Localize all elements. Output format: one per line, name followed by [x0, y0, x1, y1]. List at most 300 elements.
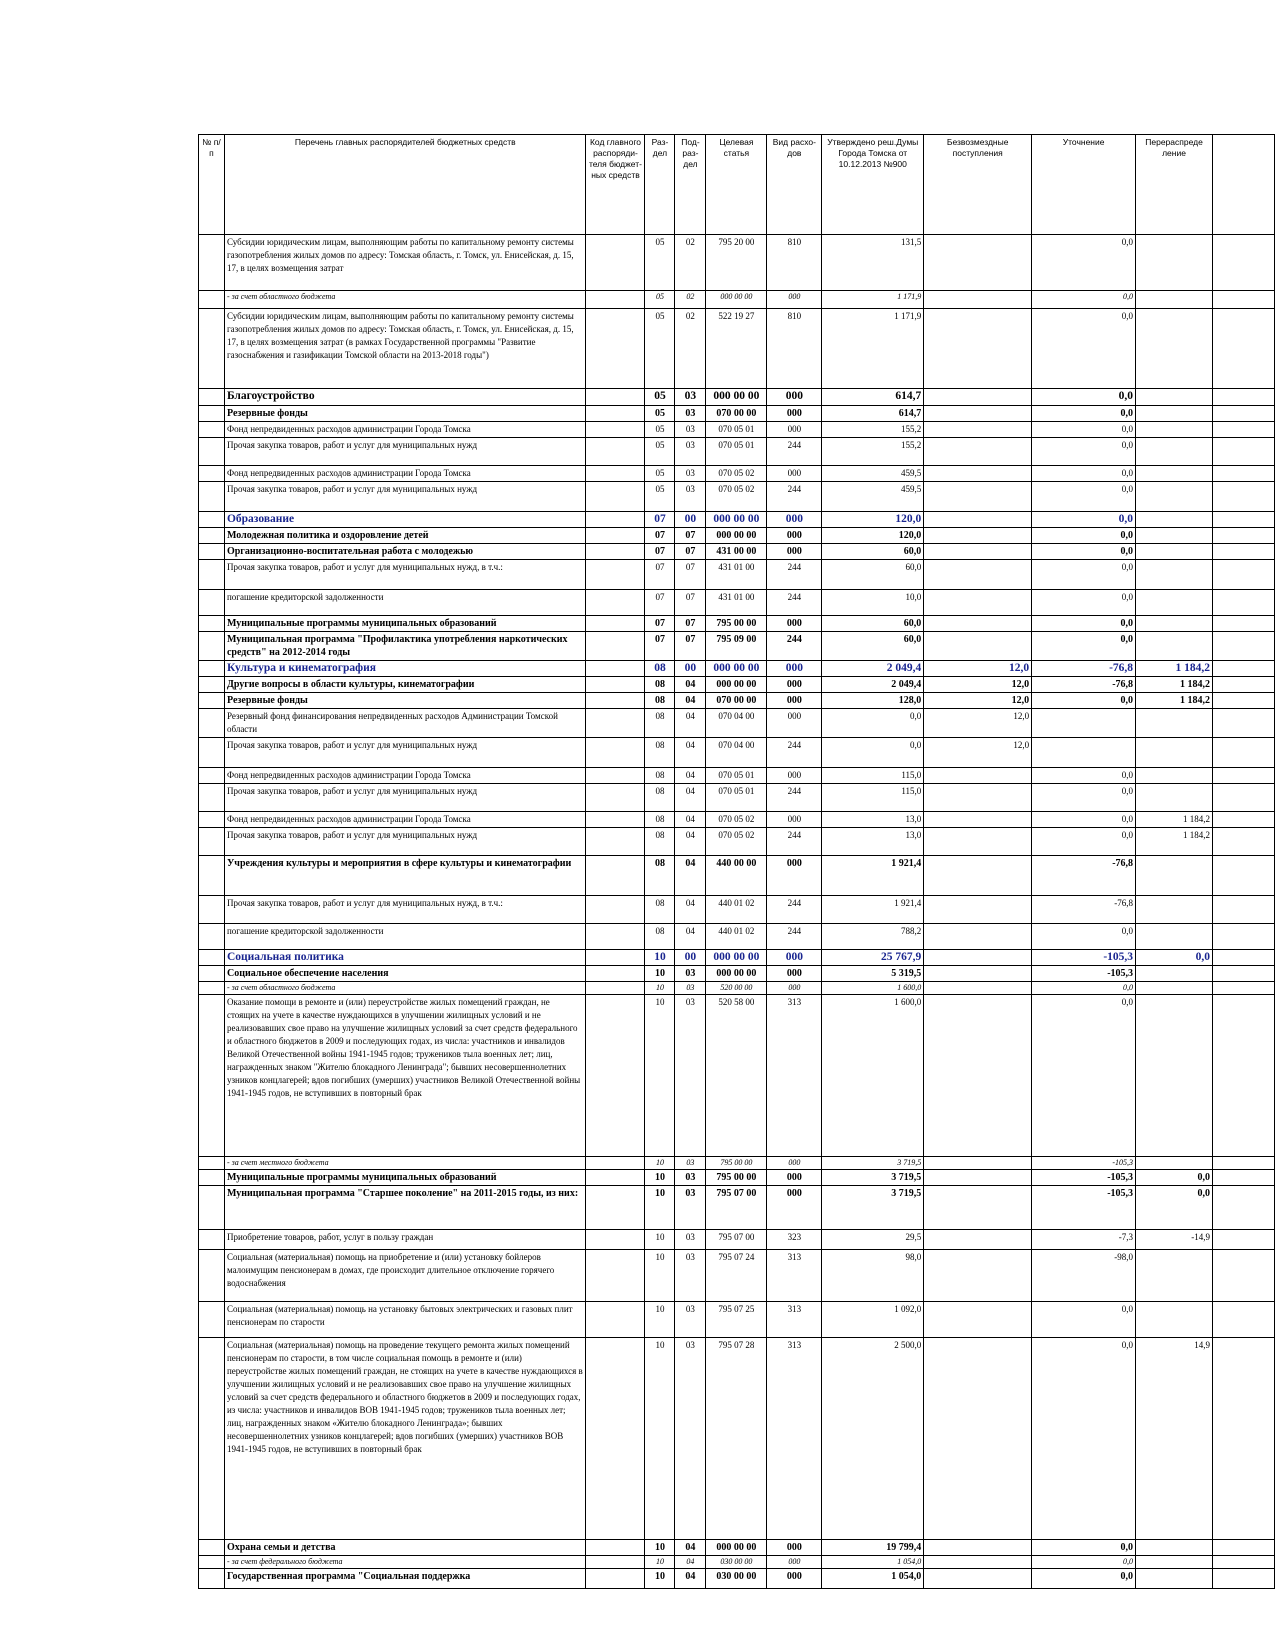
row-expense-type: 323	[767, 1230, 822, 1250]
row-code	[586, 896, 645, 924]
row-refinement: 0,0	[1032, 632, 1136, 661]
row-redistribution	[1136, 235, 1213, 291]
row-redistribution: 14,9	[1136, 1338, 1213, 1540]
row-refinement: -105,3	[1032, 1157, 1136, 1170]
row-podrazdel: 02	[675, 235, 706, 291]
table-row	[199, 896, 1275, 924]
row-name: - за счет федерального бюджета	[224, 1556, 586, 1569]
row-target: 030 00 00	[706, 1556, 767, 1569]
table-row	[199, 544, 1275, 560]
row-grants	[924, 1338, 1032, 1540]
row-approved: 1 054,0	[822, 1556, 924, 1569]
row-extra	[1213, 768, 1275, 784]
row-refinement: 0,0	[1032, 693, 1136, 709]
row-expense-type: 000	[767, 291, 822, 309]
row-redistribution: 1 184,2	[1136, 661, 1213, 677]
row-podrazdel: 07	[675, 528, 706, 544]
col-podrazdel: Под-раз-дел	[675, 135, 706, 235]
row-extra	[1213, 982, 1275, 995]
row-expense-type: 000	[767, 1540, 822, 1556]
row-name: Прочая закупка товаров, работ и услуг для муниципальных нужд	[224, 438, 586, 466]
row-podrazdel: 04	[675, 856, 706, 896]
row-target: 000 00 00	[706, 677, 767, 693]
row-expense-type: 244	[767, 924, 822, 950]
row-number	[199, 632, 225, 661]
table-row	[199, 677, 1275, 693]
row-redistribution	[1136, 966, 1213, 982]
row-extra	[1213, 950, 1275, 966]
row-name: Резервные фонды	[224, 693, 586, 709]
row-name: Молодежная политика и оздоровление детей	[224, 528, 586, 544]
row-extra	[1213, 544, 1275, 560]
row-expense-type: 000	[767, 966, 822, 982]
row-redistribution	[1136, 291, 1213, 309]
row-approved: 60,0	[822, 632, 924, 661]
row-code	[586, 438, 645, 466]
row-number	[199, 677, 225, 693]
table-row	[199, 1230, 1275, 1250]
row-grants	[924, 590, 1032, 616]
row-grants	[924, 1302, 1032, 1338]
row-name: Прочая закупка товаров, работ и услуг для муниципальных нужд	[224, 738, 586, 768]
row-expense-type: 244	[767, 784, 822, 812]
row-approved: 115,0	[822, 768, 924, 784]
row-target: 431 01 00	[706, 560, 767, 590]
row-name: Образование	[224, 512, 586, 528]
row-number	[199, 291, 225, 309]
row-number	[199, 309, 225, 389]
row-grants	[924, 466, 1032, 482]
row-expense-type: 244	[767, 438, 822, 466]
row-redistribution	[1136, 1540, 1213, 1556]
row-extra	[1213, 1157, 1275, 1170]
table-row	[199, 438, 1275, 466]
row-razdel: 10	[645, 966, 675, 982]
row-expense-type: 244	[767, 482, 822, 512]
row-grants	[924, 309, 1032, 389]
row-extra	[1213, 1230, 1275, 1250]
row-refinement: 0,0	[1032, 1540, 1136, 1556]
row-approved: 1 600,0	[822, 982, 924, 995]
row-grants: 12,0	[924, 738, 1032, 768]
row-code	[586, 1170, 645, 1186]
row-number	[199, 982, 225, 995]
table-row	[199, 406, 1275, 422]
row-razdel: 08	[645, 677, 675, 693]
row-approved: 459,5	[822, 466, 924, 482]
row-expense-type: 000	[767, 661, 822, 677]
row-target: 440 01 02	[706, 924, 767, 950]
row-name: Благоустройство	[224, 389, 586, 406]
row-approved: 1 600,0	[822, 995, 924, 1157]
row-name: Фонд непредвиденных расходов администрации Города Томска	[224, 812, 586, 828]
row-target: 520 00 00	[706, 982, 767, 995]
row-target: 795 07 28	[706, 1338, 767, 1540]
row-redistribution: 1 184,2	[1136, 828, 1213, 856]
row-redistribution: 1 184,2	[1136, 812, 1213, 828]
row-expense-type: 000	[767, 812, 822, 828]
row-extra	[1213, 995, 1275, 1157]
row-approved: 1 092,0	[822, 1302, 924, 1338]
row-approved: 2 049,4	[822, 661, 924, 677]
row-podrazdel: 07	[675, 590, 706, 616]
row-number	[199, 966, 225, 982]
row-name: Учреждения культуры и мероприятия в сфере культуры и кинематографии	[224, 856, 586, 896]
row-number	[199, 560, 225, 590]
table-row	[199, 1540, 1275, 1556]
row-expense-type: 244	[767, 590, 822, 616]
table-row	[199, 693, 1275, 709]
row-razdel: 10	[645, 950, 675, 966]
row-target: 070 05 02	[706, 482, 767, 512]
row-razdel: 10	[645, 1250, 675, 1302]
row-grants	[924, 632, 1032, 661]
row-target: 000 00 00	[706, 389, 767, 406]
row-code	[586, 982, 645, 995]
row-refinement: 0,0	[1032, 1302, 1136, 1338]
row-expense-type: 810	[767, 309, 822, 389]
row-extra	[1213, 466, 1275, 482]
row-podrazdel: 04	[675, 768, 706, 784]
row-expense-type: 000	[767, 389, 822, 406]
row-name: - за счет областного бюджета	[224, 291, 586, 309]
row-extra	[1213, 966, 1275, 982]
row-podrazdel: 04	[675, 1540, 706, 1556]
budget-table	[198, 134, 1275, 1589]
row-razdel: 05	[645, 235, 675, 291]
row-grants	[924, 1250, 1032, 1302]
row-expense-type: 000	[767, 406, 822, 422]
row-razdel: 05	[645, 309, 675, 389]
row-redistribution: 0,0	[1136, 950, 1213, 966]
table-row	[199, 966, 1275, 982]
table-row	[199, 982, 1275, 995]
col-redistribution: Перераспреде ление	[1136, 135, 1213, 235]
row-approved: 3 719,5	[822, 1157, 924, 1170]
row-approved: 98,0	[822, 1250, 924, 1302]
row-refinement: 0,0	[1032, 1556, 1136, 1569]
row-razdel: 07	[645, 528, 675, 544]
row-target: 520 58 00	[706, 995, 767, 1157]
row-expense-type: 244	[767, 560, 822, 590]
table-row	[199, 812, 1275, 828]
row-extra	[1213, 1302, 1275, 1338]
row-redistribution	[1136, 466, 1213, 482]
row-approved: 614,7	[822, 389, 924, 406]
row-target: 070 00 00	[706, 693, 767, 709]
row-number	[199, 950, 225, 966]
row-podrazdel: 04	[675, 784, 706, 812]
row-expense-type: 000	[767, 1186, 822, 1230]
row-target: 070 05 01	[706, 768, 767, 784]
row-code	[586, 389, 645, 406]
row-code	[586, 1302, 645, 1338]
row-number	[199, 709, 225, 738]
row-grants	[924, 828, 1032, 856]
row-grants	[924, 406, 1032, 422]
row-number	[199, 1170, 225, 1186]
row-extra	[1213, 512, 1275, 528]
row-name: Государственная программа "Социальная поддержка	[224, 1569, 586, 1589]
row-razdel: 10	[645, 995, 675, 1157]
row-redistribution: 0,0	[1136, 1186, 1213, 1230]
row-approved: 2 049,4	[822, 677, 924, 693]
row-grants	[924, 950, 1032, 966]
row-number	[199, 422, 225, 438]
row-code	[586, 560, 645, 590]
table-row	[199, 709, 1275, 738]
row-expense-type: 000	[767, 693, 822, 709]
row-extra	[1213, 1186, 1275, 1230]
col-target: Целевая статья	[706, 135, 767, 235]
row-grants	[924, 512, 1032, 528]
row-code	[586, 309, 645, 389]
row-razdel: 10	[645, 1338, 675, 1540]
row-code	[586, 738, 645, 768]
row-extra	[1213, 896, 1275, 924]
row-grants	[924, 438, 1032, 466]
row-grants	[924, 856, 1032, 896]
row-code	[586, 828, 645, 856]
row-redistribution: -14,9	[1136, 1230, 1213, 1250]
row-name: Социальное обеспечение населения	[224, 966, 586, 982]
table-row	[199, 924, 1275, 950]
row-grants	[924, 982, 1032, 995]
row-target: 070 05 01	[706, 784, 767, 812]
row-target: 795 00 00	[706, 616, 767, 632]
row-code	[586, 995, 645, 1157]
col-razdel: Раз-дел	[645, 135, 675, 235]
row-redistribution	[1136, 590, 1213, 616]
row-redistribution: 1 184,2	[1136, 677, 1213, 693]
row-razdel: 10	[645, 982, 675, 995]
row-refinement: -105,3	[1032, 1170, 1136, 1186]
row-podrazdel: 04	[675, 1556, 706, 1569]
row-target: 440 01 02	[706, 896, 767, 924]
row-refinement: 0,0	[1032, 982, 1136, 995]
row-podrazdel: 03	[675, 482, 706, 512]
row-razdel: 07	[645, 512, 675, 528]
row-podrazdel: 04	[675, 738, 706, 768]
row-approved: 155,2	[822, 422, 924, 438]
row-redistribution	[1136, 1250, 1213, 1302]
row-grants	[924, 389, 1032, 406]
table-row	[199, 422, 1275, 438]
row-expense-type: 244	[767, 896, 822, 924]
row-razdel: 08	[645, 709, 675, 738]
row-grants: 12,0	[924, 709, 1032, 738]
row-code	[586, 677, 645, 693]
row-approved: 788,2	[822, 924, 924, 950]
row-name: Прочая закупка товаров, работ и услуг для муниципальных нужд, в т.ч.:	[224, 560, 586, 590]
row-grants: 12,0	[924, 677, 1032, 693]
row-number	[199, 235, 225, 291]
row-approved: 13,0	[822, 828, 924, 856]
row-target: 070 05 01	[706, 438, 767, 466]
row-name: Социальная (материальная) помощь на проведение текущего ремонта жилых помещений пенсионерам по старости, в том числе социальная помощь в ремонте и (или) переустройстве жилых помещений граждан, не стоящих на учете в качестве нуждающихся в улучшении жилищных условий и не реализовавших свое право на улучшение жилищных условий за счет средств федерального и областного бюджетов в 2009 и последующих годах, из числа: участников и инвалидов ВОВ 1941-1945 годов; тружеников тыла военных лет; лиц, награжденных знаком «Жителю блокадного Ленинграда»; бывших несовершеннолетних узников концлагерей; вдов погибших (умерших) участников ВОВ 1941-1945 годов, не вступивших в повторный брак	[224, 1338, 586, 1540]
row-refinement: 0,0	[1032, 768, 1136, 784]
row-number	[199, 1338, 225, 1540]
row-redistribution	[1136, 544, 1213, 560]
row-podrazdel: 03	[675, 995, 706, 1157]
row-podrazdel: 03	[675, 1157, 706, 1170]
row-name: Резервный фонд финансирования непредвиденных расходов Администрации Томской области	[224, 709, 586, 738]
row-refinement: 0,0	[1032, 616, 1136, 632]
row-razdel: 10	[645, 1157, 675, 1170]
row-extra	[1213, 235, 1275, 291]
row-approved: 155,2	[822, 438, 924, 466]
row-redistribution	[1136, 512, 1213, 528]
row-redistribution	[1136, 924, 1213, 950]
row-extra	[1213, 438, 1275, 466]
row-razdel: 08	[645, 693, 675, 709]
row-grants	[924, 1157, 1032, 1170]
row-target: 000 00 00	[706, 291, 767, 309]
row-code	[586, 950, 645, 966]
row-grants	[924, 1186, 1032, 1230]
row-number	[199, 482, 225, 512]
row-name: погашение кредиторской задолженности	[224, 924, 586, 950]
row-redistribution	[1136, 616, 1213, 632]
row-name: Резервные фонды	[224, 406, 586, 422]
row-name: Прочая закупка товаров, работ и услуг для муниципальных нужд, в т.ч.:	[224, 896, 586, 924]
row-razdel: 07	[645, 560, 675, 590]
row-redistribution	[1136, 709, 1213, 738]
row-podrazdel: 03	[675, 438, 706, 466]
row-razdel: 10	[645, 1569, 675, 1589]
table-row	[199, 528, 1275, 544]
row-approved: 1 054,0	[822, 1569, 924, 1589]
table-row	[199, 1556, 1275, 1569]
row-refinement: -76,8	[1032, 677, 1136, 693]
row-podrazdel: 07	[675, 544, 706, 560]
row-redistribution	[1136, 1157, 1213, 1170]
row-name: Социальная (материальная) помощь на приобретение и (или) установку бойлеров малоимущим пенсионерам в домах, где происходит длительное отключение горячего водоснабжения	[224, 1250, 586, 1302]
row-podrazdel: 04	[675, 693, 706, 709]
row-approved: 1 171,9	[822, 309, 924, 389]
table-row	[199, 784, 1275, 812]
row-refinement: 0,0	[1032, 995, 1136, 1157]
row-approved: 0,0	[822, 709, 924, 738]
row-refinement: 0,0	[1032, 422, 1136, 438]
row-grants	[924, 1556, 1032, 1569]
row-refinement	[1032, 709, 1136, 738]
row-code	[586, 528, 645, 544]
row-extra	[1213, 709, 1275, 738]
row-expense-type: 000	[767, 422, 822, 438]
row-refinement: -76,8	[1032, 661, 1136, 677]
row-name: - за счет местного бюджета	[224, 1157, 586, 1170]
row-number	[199, 528, 225, 544]
row-refinement: -105,3	[1032, 1186, 1136, 1230]
row-razdel: 07	[645, 544, 675, 560]
row-razdel: 08	[645, 661, 675, 677]
row-name: Субсидии юридическим лицам, выполняющим работы по капитальному ремонту системы газопотребления жилых домов по адресу: Томская область, г. Томск, ул. Енисейская, д. 15, 17, в целях возмещения затрат	[224, 235, 586, 291]
row-refinement: -105,3	[1032, 950, 1136, 966]
row-podrazdel: 03	[675, 1302, 706, 1338]
row-extra	[1213, 528, 1275, 544]
row-name: Муниципальные программы муниципальных образований	[224, 1170, 586, 1186]
row-redistribution	[1136, 560, 1213, 590]
row-code	[586, 544, 645, 560]
row-grants	[924, 1170, 1032, 1186]
row-target: 070 04 00	[706, 709, 767, 738]
row-extra	[1213, 590, 1275, 616]
row-redistribution	[1136, 422, 1213, 438]
row-name: Организационно-воспитательная работа с молодежью	[224, 544, 586, 560]
row-grants	[924, 966, 1032, 982]
row-number	[199, 784, 225, 812]
row-target: 070 05 02	[706, 466, 767, 482]
row-expense-type: 244	[767, 738, 822, 768]
row-refinement: 0,0	[1032, 812, 1136, 828]
row-refinement: -76,8	[1032, 856, 1136, 896]
row-razdel: 08	[645, 856, 675, 896]
row-redistribution	[1136, 406, 1213, 422]
row-expense-type: 000	[767, 856, 822, 896]
row-target: 795 20 00	[706, 235, 767, 291]
row-code	[586, 856, 645, 896]
row-number	[199, 828, 225, 856]
row-redistribution	[1136, 768, 1213, 784]
row-code	[586, 661, 645, 677]
row-name: Муниципальная программа "Профилактика употребления наркотических средств" на 2012-2014 годы	[224, 632, 586, 661]
row-name: Прочая закупка товаров, работ и услуг для муниципальных нужд	[224, 482, 586, 512]
row-extra	[1213, 389, 1275, 406]
row-number	[199, 590, 225, 616]
row-refinement: 0,0	[1032, 482, 1136, 512]
row-approved: 60,0	[822, 560, 924, 590]
row-target: 795 07 24	[706, 1250, 767, 1302]
row-code	[586, 512, 645, 528]
row-target: 030 00 00	[706, 1569, 767, 1589]
table-row	[199, 291, 1275, 309]
row-podrazdel: 04	[675, 924, 706, 950]
row-number	[199, 1230, 225, 1250]
row-approved: 29,5	[822, 1230, 924, 1250]
table-row	[199, 1157, 1275, 1170]
row-approved: 0,0	[822, 738, 924, 768]
row-redistribution	[1136, 528, 1213, 544]
row-razdel: 08	[645, 828, 675, 856]
row-grants	[924, 528, 1032, 544]
row-redistribution	[1136, 995, 1213, 1157]
row-extra	[1213, 406, 1275, 422]
row-extra	[1213, 924, 1275, 950]
row-target: 795 00 00	[706, 1170, 767, 1186]
row-podrazdel: 04	[675, 709, 706, 738]
row-extra	[1213, 632, 1275, 661]
row-name: Фонд непредвиденных расходов администрации Города Томска	[224, 422, 586, 438]
row-razdel: 05	[645, 466, 675, 482]
row-razdel: 10	[645, 1170, 675, 1186]
row-redistribution	[1136, 896, 1213, 924]
row-razdel: 10	[645, 1302, 675, 1338]
row-code	[586, 1540, 645, 1556]
row-number	[199, 1186, 225, 1230]
row-refinement: 0,0	[1032, 828, 1136, 856]
row-podrazdel: 03	[675, 422, 706, 438]
row-code	[586, 1569, 645, 1589]
row-expense-type: 313	[767, 1250, 822, 1302]
col-refinement: Уточнение	[1032, 135, 1136, 235]
row-target: 070 04 00	[706, 738, 767, 768]
row-refinement: -98,0	[1032, 1250, 1136, 1302]
row-podrazdel: 04	[675, 1569, 706, 1589]
row-extra	[1213, 422, 1275, 438]
row-code	[586, 406, 645, 422]
table-row	[199, 1186, 1275, 1230]
